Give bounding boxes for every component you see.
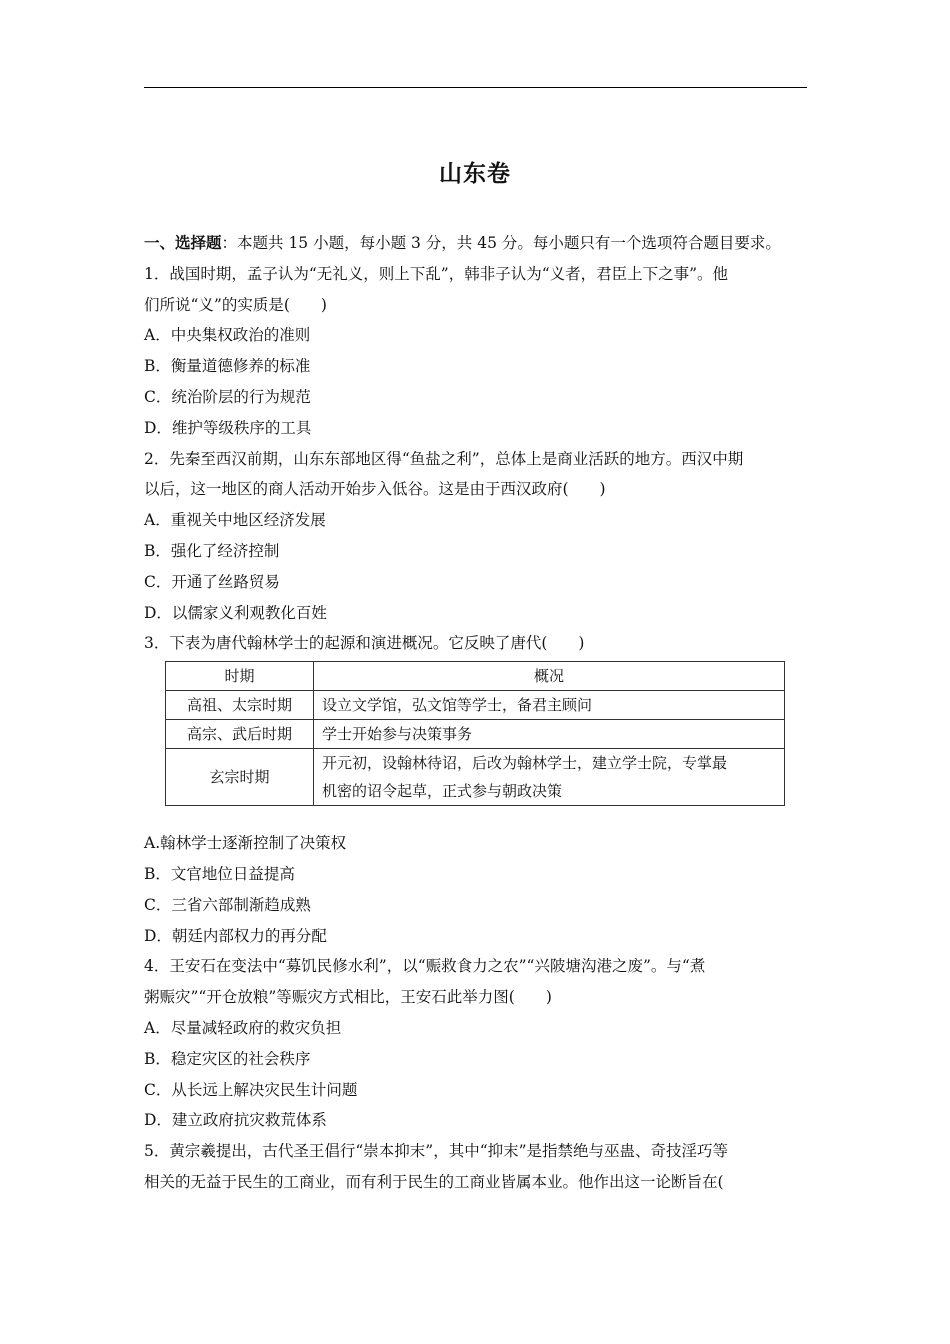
table-header-period: 时期 (166, 662, 314, 691)
table-cell-desc (314, 749, 785, 806)
question-1 (144, 259, 807, 444)
question-stem-line: 2．先秦至西汉前期，山东东部地区得“鱼盐之利”，总体上是商业活跃的地方。西汉中期 (144, 449, 744, 468)
option-a: A．重视关中地区经济发展 (144, 511, 326, 530)
table-cell-period: 高祖、太宗时期 (166, 691, 314, 720)
option-c: C．统治阶层的行为规范 (144, 387, 311, 406)
question-stem-line: 4．王安石在变法中“募饥民修水利”，以“赈救食力之农”“兴陂塘沟港之废”。与“煮 (144, 957, 706, 976)
question-stem-line: 5．黄宗羲提出，古代圣王倡行“崇本抑末”，其中“抑末”是指禁绝与巫蛊、奇技淫巧等 (144, 1142, 729, 1161)
table-cell-desc (314, 691, 785, 720)
page-title: 山东卷 (439, 161, 511, 187)
table-cell-text: 开元初，设翰林待诏，后改为翰林学士，建立学士院，专掌最 (322, 754, 728, 773)
question-stem-line: 粥赈灾”“开仓放粮”等赈灾方式相比，王安石此举力图( ) (144, 988, 552, 1007)
table-row (166, 691, 785, 720)
option-b: B．稳定灾区的社会秩序 (144, 1049, 311, 1068)
section-heading: 一、选择题 (144, 234, 222, 252)
option-b: B．文官地位日益提高 (144, 864, 295, 883)
table-row (166, 720, 785, 749)
option-c: C．从长远上解决灾民生计问题 (144, 1080, 358, 1099)
table-cell-text: 学士开始参与决策事务 (322, 725, 473, 744)
section-instruction (144, 228, 807, 259)
question-stem-line: 3．下表为唐代翰林学士的起源和演进概况。它反映了唐代( ) (144, 634, 585, 653)
exam-content (144, 228, 807, 1198)
table-row (166, 749, 785, 806)
question-2 (144, 444, 807, 629)
header-rule (144, 87, 807, 88)
option-d: D．维护等级秩序的工具 (144, 418, 312, 437)
question-5 (144, 1136, 807, 1198)
option-a: A．中央集权政治的准则 (144, 326, 311, 345)
option-c: C．三省六部制渐趋成熟 (144, 895, 311, 914)
table-cell-period: 玄宗时期 (166, 749, 314, 806)
question-4 (144, 951, 807, 1136)
question-stem-line: 1．战国时期，孟子认为“无礼义，则上下乱”，韩非子认为“义者，君臣上下之事”。他 (144, 264, 729, 283)
option-d: D．以儒家义利观教化百姓 (144, 603, 327, 622)
question-stem-line: 以后，这一地区的商人活动开始步入低谷。这是由于西汉政府( ) (144, 480, 606, 499)
section-text: ：本题共 15 小题，每小题 3 分，共 45 分。每小题只有一个选项符合题目要求。 (221, 234, 781, 252)
table-cell-text: 设立文学馆，弘文馆等学士，备君主顾问 (322, 696, 593, 715)
table-header-desc: 概况 (314, 662, 785, 691)
table-cell-period: 高宗、武后时期 (166, 720, 314, 749)
option-a: A.翰林学士逐渐控制了决策权 (144, 834, 347, 853)
table-header-row (166, 662, 785, 691)
question-3 (144, 628, 807, 951)
question-stem-line: 们所说“义”的实质是( ) (144, 295, 327, 314)
hanlin-table (165, 661, 785, 806)
question-stem-line: 相关的无益于民生的工商业，而有利于民生的工商业皆属本业。他作出这一论断旨在( (144, 1172, 724, 1191)
option-d: D．建立政府抗灾救荒体系 (144, 1111, 327, 1130)
option-d: D．朝廷内部权力的再分配 (144, 926, 327, 945)
table-cell-text: 机密的诏令起草，正式参与朝政决策 (322, 782, 563, 801)
table-cell-desc (314, 720, 785, 749)
option-a: A．尽量减轻政府的救灾负担 (144, 1018, 342, 1037)
option-b: B．强化了经济控制 (144, 541, 280, 560)
option-c: C．开通了丝路贸易 (144, 572, 280, 591)
option-b: B．衡量道德修养的标准 (144, 357, 311, 376)
